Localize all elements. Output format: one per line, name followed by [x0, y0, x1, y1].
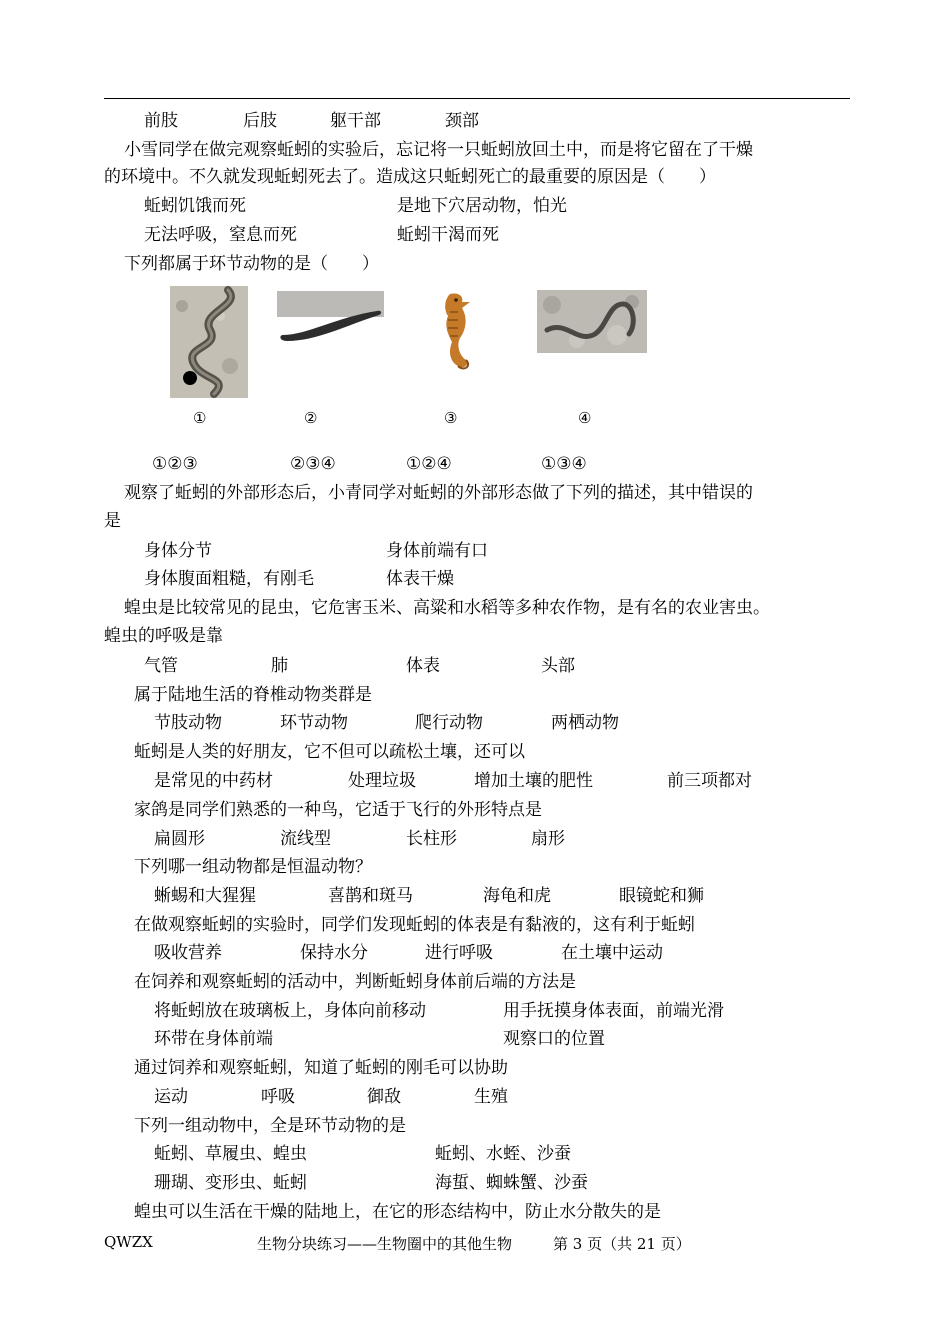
option-c: 躯干部 [330, 111, 381, 131]
option-d: 两栖动物 [551, 713, 619, 733]
option-a: 吸收营养 [154, 943, 222, 963]
option-d: 观察口的位置 [503, 1029, 605, 1049]
question-stem: 在做观察蚯蚓的实验时，同学们发现蚯蚓的体表是有黏液的，这有利于蚯蚓 [134, 915, 695, 935]
option-b: 流线型 [280, 829, 331, 849]
option-d: ①③④ [541, 454, 587, 474]
option-b: 处理垃圾 [348, 771, 416, 791]
footer-title: 生物分块练习——生物圈中的其他生物 [257, 1235, 513, 1253]
option-a: 蚯蚓、草履虫、蝗虫 [154, 1144, 307, 1164]
question-stem: 下列都属于环节动物的是（ ） [124, 254, 379, 274]
option-a: 身体分节 [144, 541, 212, 561]
option-c: 体表 [406, 656, 440, 676]
question-stem: 蚯蚓是人类的好朋友，它不但可以疏松土壤，还可以 [134, 742, 525, 762]
option-b: 喜鹊和斑马 [328, 886, 413, 906]
option-c: 爬行动物 [415, 713, 483, 733]
option-b: 用手抚摸身体表面，前端光滑 [503, 1001, 724, 1021]
option-d: 头部 [541, 656, 575, 676]
option-c: 增加土壤的肥性 [474, 771, 593, 791]
question-stem: 在饲养和观察蚯蚓的活动中，判断蚯蚓身体前后端的方法是 [134, 972, 576, 992]
option-d: 扇形 [531, 829, 565, 849]
option-b: 是地下穴居动物，怕光 [397, 196, 567, 216]
option-b: 身体前端有口 [386, 541, 488, 561]
option-b: 蚯蚓、水蛭、沙蚕 [435, 1144, 571, 1164]
option-c: 长柱形 [406, 829, 457, 849]
option-d: 眼镜蛇和狮 [619, 886, 704, 906]
question-stem: 蝗虫是比较常见的昆虫，它危害玉米、高粱和水稻等多种农作物，是有名的农业害虫。 [124, 598, 770, 618]
image-label: ② [304, 409, 318, 427]
footer-school-code: QWZX [104, 1233, 153, 1251]
question-stem: 蝗虫的呼吸是靠 [104, 626, 223, 646]
option-a: ①②③ [152, 454, 198, 474]
option-b: 呼吸 [261, 1087, 295, 1107]
question-stem: 是 [104, 511, 121, 531]
option-a: 前肢 [144, 111, 178, 131]
option-a: 节肢动物 [154, 713, 222, 733]
option-c: 身体腹面粗糙，有刚毛 [144, 569, 314, 589]
image-label: ④ [578, 409, 592, 427]
question-stem: 属于陆地生活的脊椎动物类群是 [134, 685, 372, 705]
question-stem: 家鸽是同学们熟悉的一种鸟，它适于飞行的外形特点是 [134, 800, 542, 820]
option-a: 扁圆形 [154, 829, 205, 849]
option-c: 御敌 [367, 1087, 401, 1107]
option-c: 无法呼吸，窒息而死 [144, 225, 297, 245]
question-stem: 通过饲养和观察蚯蚓，知道了蚯蚓的刚毛可以协助 [134, 1058, 508, 1078]
leech-image [277, 291, 384, 343]
earthworm-rock-image [537, 290, 647, 353]
earthworm-image [170, 286, 248, 398]
question-stem: 的环境中。不久就发现蚯蚓死去了。造成这只蚯蚓死亡的最重要的原因是（ ） [104, 167, 716, 187]
question-stem: 蝗虫可以生活在干燥的陆地上，在它的形态结构中，防止水分散失的是 [134, 1202, 661, 1222]
footer-page-number: 第 3 页（共 21 页） [553, 1235, 691, 1253]
option-b: 肺 [271, 656, 288, 676]
option-d: 前三项都对 [667, 771, 752, 791]
option-a: 运动 [154, 1087, 188, 1107]
option-b: ②③④ [290, 454, 336, 474]
option-a: 蜥蜴和大猩猩 [154, 886, 256, 906]
option-d: 在土壤中运动 [561, 943, 663, 963]
option-b: 后肢 [243, 111, 277, 131]
option-d: 颈部 [445, 111, 479, 131]
option-a: 蚯蚓饥饿而死 [144, 196, 246, 216]
option-a: 将蚯蚓放在玻璃板上，身体向前移动 [154, 1001, 426, 1021]
option-b: 环节动物 [280, 713, 348, 733]
option-d: 生殖 [474, 1087, 508, 1107]
option-d: 海蜇、蜘蛛蟹、沙蚕 [435, 1173, 588, 1193]
option-d: 体表干燥 [386, 569, 454, 589]
option-c: 珊瑚、变形虫、蚯蚓 [154, 1173, 307, 1193]
option-a: 是常见的中药材 [154, 771, 273, 791]
option-b: 保持水分 [300, 943, 368, 963]
question-stem: 小雪同学在做完观察蚯蚓的实验后，忘记将一只蚯蚓放回土中，而是将它留在了干燥 [124, 140, 753, 160]
seahorse-image [404, 290, 500, 374]
option-c: 环带在身体前端 [154, 1029, 273, 1049]
image-label: ③ [444, 409, 458, 427]
option-c: ①②④ [406, 454, 452, 474]
option-d: 蚯蚓干渴而死 [397, 225, 499, 245]
question-stem: 观察了蚯蚓的外部形态后，小青同学对蚯蚓的外部形态做了下列的描述，其中错误的 [124, 483, 753, 503]
option-c: 海龟和虎 [483, 886, 551, 906]
question-stem: 下列哪一组动物都是恒温动物？ [134, 857, 372, 877]
header-rule [104, 98, 850, 99]
image-label: ① [193, 409, 207, 427]
question-stem: 下列一组动物中，全是环节动物的是 [134, 1116, 406, 1136]
option-c: 进行呼吸 [425, 943, 493, 963]
option-a: 气管 [144, 656, 178, 676]
